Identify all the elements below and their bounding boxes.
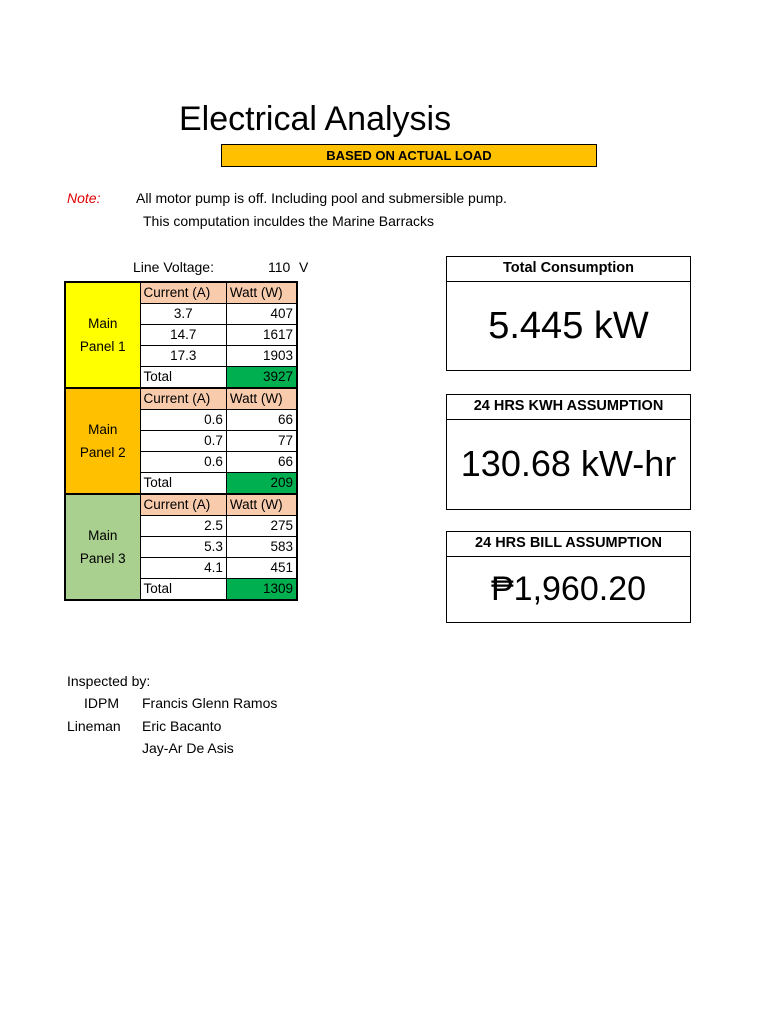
current-cell: 2.5 (140, 516, 226, 537)
panel-3-name (65, 494, 140, 600)
current-cell: 0.7 (140, 431, 226, 452)
total-consumption-value: 5.445 kW (488, 305, 649, 347)
total-label: Total (140, 367, 226, 389)
panel-load-table (64, 281, 298, 601)
panel-1-name-line1: Main (88, 316, 118, 331)
note-label: Note: (67, 190, 101, 206)
line-voltage-value: 110 (268, 259, 291, 275)
line-voltage-unit: V (299, 259, 309, 275)
kwh-assumption-card (446, 394, 691, 510)
line-voltage-label: Line Voltage: (133, 259, 214, 275)
bill-assumption-header: 24 HRS BILL ASSUMPTION (447, 532, 690, 557)
kwh-assumption-value: 130.68 kW-hr (460, 443, 677, 484)
panel-3-name-line2: Panel 3 (79, 551, 126, 566)
role-lineman: Lineman (67, 718, 121, 734)
current-cell: 0.6 (140, 452, 226, 473)
panel-2-header-row (65, 388, 297, 410)
watt-header: Watt (W) (226, 388, 297, 410)
current-header: Current (A) (140, 282, 226, 304)
current-header: Current (A) (140, 388, 226, 410)
subtitle-banner: BASED ON ACTUAL LOAD (221, 144, 597, 167)
inspected-by-label: Inspected by: (67, 673, 151, 689)
note-line-2: This computation inculdes the Marine Barracks (143, 213, 435, 229)
current-header: Current (A) (140, 494, 226, 516)
panel-3-name-line1: Main (88, 528, 118, 543)
total-label: Total (140, 579, 226, 601)
inspector-name-1: Francis Glenn Ramos (142, 695, 278, 711)
panel-1-name (65, 282, 140, 388)
current-cell: 3.7 (140, 304, 226, 325)
watt-cell: 66 (226, 452, 297, 473)
current-cell: 5.3 (140, 537, 226, 558)
panel-1-header-row (65, 282, 297, 304)
bill-assumption-card (446, 531, 691, 623)
current-cell: 14.7 (140, 325, 226, 346)
total-consumption-card (446, 256, 691, 371)
watt-cell: 1903 (226, 346, 297, 367)
current-cell: 0.6 (140, 410, 226, 431)
watt-cell: 407 (226, 304, 297, 325)
note-line-1: All motor pump is off. Including pool and submersible pump. (136, 190, 507, 206)
total-label: Total (140, 473, 226, 495)
panel-1-name-line2: Panel 1 (79, 339, 126, 354)
total-consumption-header: Total Consumption (447, 257, 690, 282)
watt-cell: 451 (226, 558, 297, 579)
bill-assumption-value: ₱1,960.20 (490, 570, 647, 608)
watt-header: Watt (W) (226, 282, 297, 304)
panel-2-name (65, 388, 140, 494)
watt-header: Watt (W) (226, 494, 297, 516)
kwh-assumption-header: 24 HRS KWH ASSUMPTION (447, 395, 690, 420)
watt-cell: 583 (226, 537, 297, 558)
current-cell: 4.1 (140, 558, 226, 579)
panel-1-total-value: 3927 (226, 367, 297, 389)
role-idpm: IDPM (84, 695, 119, 711)
watt-cell: 77 (226, 431, 297, 452)
watt-cell: 66 (226, 410, 297, 431)
panel-3-total-value: 1309 (226, 579, 297, 601)
current-cell: 17.3 (140, 346, 226, 367)
panel-2-total-value: 209 (226, 473, 297, 495)
panel-2-name-line2: Panel 2 (79, 445, 126, 460)
inspector-name-2: Eric Bacanto (142, 718, 222, 734)
watt-cell: 275 (226, 516, 297, 537)
inspector-name-3: Jay-Ar De Asis (142, 740, 234, 756)
page-title: Electrical Analysis (179, 100, 452, 138)
panel-2-name-line1: Main (88, 422, 118, 437)
panel-3-header-row (65, 494, 297, 516)
watt-cell: 1617 (226, 325, 297, 346)
